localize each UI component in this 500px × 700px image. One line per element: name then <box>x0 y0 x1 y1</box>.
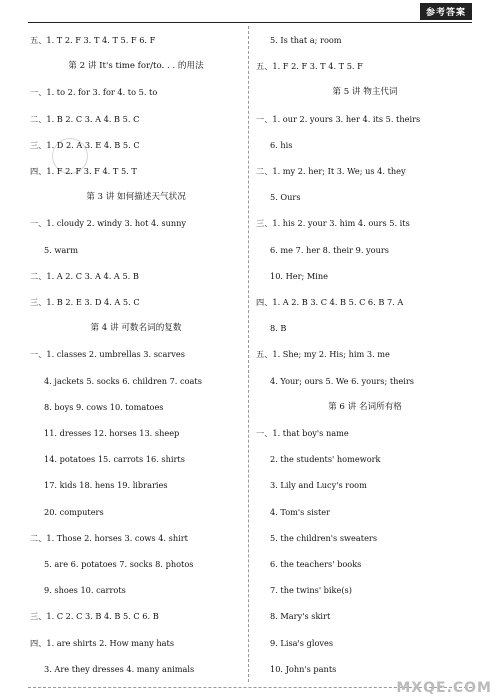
answer-line: 6. his <box>270 139 293 150</box>
answer-line: 5. Ours <box>270 192 301 203</box>
answer-line: 4. jackets 5. socks 6. children 7. coats <box>44 375 202 386</box>
answer-line: 四、1. F 2. F 3. F 4. T 5. T <box>30 166 137 176</box>
answer-line: 五、1. F 2. F 3. T 4. T 5. F <box>256 61 363 72</box>
lesson-heading: 第 4 讲 可数名词的复数 <box>90 323 182 334</box>
header-rule <box>28 22 472 23</box>
answer-line: 6. the teachers' books <box>270 559 362 569</box>
answer-line: 5. the children's sweaters <box>270 532 378 543</box>
lesson-heading: 第 3 讲 如何描述天气状况 <box>86 192 186 203</box>
answer-line: 三、1. C 2. C 3. B 4. B 5. C 6. B <box>30 611 159 622</box>
answer-line: 14. potatoes 15. carrots 16. shirts <box>44 454 185 465</box>
answer-line: 8. B <box>270 323 287 334</box>
answer-line: 四、1. A 2. B 3. C 4. B 5. C 6. B 7. A <box>256 297 404 307</box>
answer-line: 二、1. Those 2. horses 3. cows 4. shirt <box>30 532 188 543</box>
lesson-heading: 第 5 讲 物主代词 <box>332 87 398 98</box>
answer-line: 三、1. B 2. E 3. D 4. A 5. C <box>30 297 140 307</box>
answer-line: 9. Lisa's gloves <box>270 637 334 648</box>
answer-line: 四、1. are shirts 2. How many hats <box>30 637 175 648</box>
answer-line: 一、1. cloudy 2. windy 3. hot 4. sunny <box>30 218 187 229</box>
answer-line: 7. the twins' bike(s) <box>270 585 352 596</box>
answer-line: 一、1. to 2. for 3. for 4. to 5. to <box>30 87 158 98</box>
answer-line: 17. kids 18. hens 19. libraries <box>44 480 168 491</box>
answer-line: 一、1. our 2. yours 3. her 4. its 5. theirs <box>256 113 421 124</box>
answer-line: 五、1. She; my 2. His; him 3. me <box>256 349 390 360</box>
column-divider <box>248 26 249 682</box>
lesson-heading: 第 6 讲 名词所有格 <box>328 401 402 412</box>
answer-line: 3. Are they dresses 4. many animals <box>44 663 195 674</box>
answer-line: 五、1. T 2. F 3. T 4. T 5. F 6. F <box>30 35 156 45</box>
lesson-heading: 第 2 讲 It's time for/to. . . 的用法 <box>68 61 204 72</box>
answer-line: 10. John's pants <box>270 663 337 674</box>
answer-line: 一、1. that boy's name <box>256 428 349 438</box>
watermark: MXQE.COM <box>396 680 492 696</box>
answer-line: 4. Your; ours 5. We 6. yours; theirs <box>270 375 414 386</box>
answer-line: 二、1. A 2. C 3. A 4. A 5. B <box>30 270 139 281</box>
answer-key-badge: 参考答案 <box>420 3 472 20</box>
answer-line: 三、1. D 2. A 3. E 4. B 5. C <box>30 139 140 150</box>
answer-line: 三、1. his 2. your 3. him 4. ours 5. its <box>256 218 410 229</box>
answer-line: 11. dresses 12. horses 13. sheep <box>44 428 180 438</box>
answer-line: 3. Lily and Lucy's room <box>270 480 367 491</box>
answer-line: 5. are 6. potatoes 7. socks 8. photos <box>44 559 194 569</box>
answer-line: 5. Is that a; room <box>270 35 342 45</box>
answer-line: 8. boys 9. cows 10. tomatoes <box>44 401 164 412</box>
answer-line: 10. Her; Mine <box>270 270 329 281</box>
answer-line: 二、1. B 2. C 3. A 4. B 5. C <box>30 113 140 124</box>
answer-line: 5. warm <box>44 244 78 255</box>
answer-line: 4. Tom's sister <box>270 506 331 517</box>
answer-line: 20. computers <box>44 506 104 517</box>
answer-line: 一、1. classes 2. umbrellas 3. scarves <box>30 349 185 360</box>
answer-line: 8. Mary's skirt <box>270 611 331 622</box>
answer-line: 二、1. my 2. her; It 3. We; us 4. they <box>256 166 406 176</box>
answer-line: 9. shoes 10. carrots <box>44 585 126 596</box>
answer-line: 6. me 7. her 8. their 9. yours <box>270 244 389 255</box>
answer-line: 2. the students' homework <box>270 454 381 465</box>
